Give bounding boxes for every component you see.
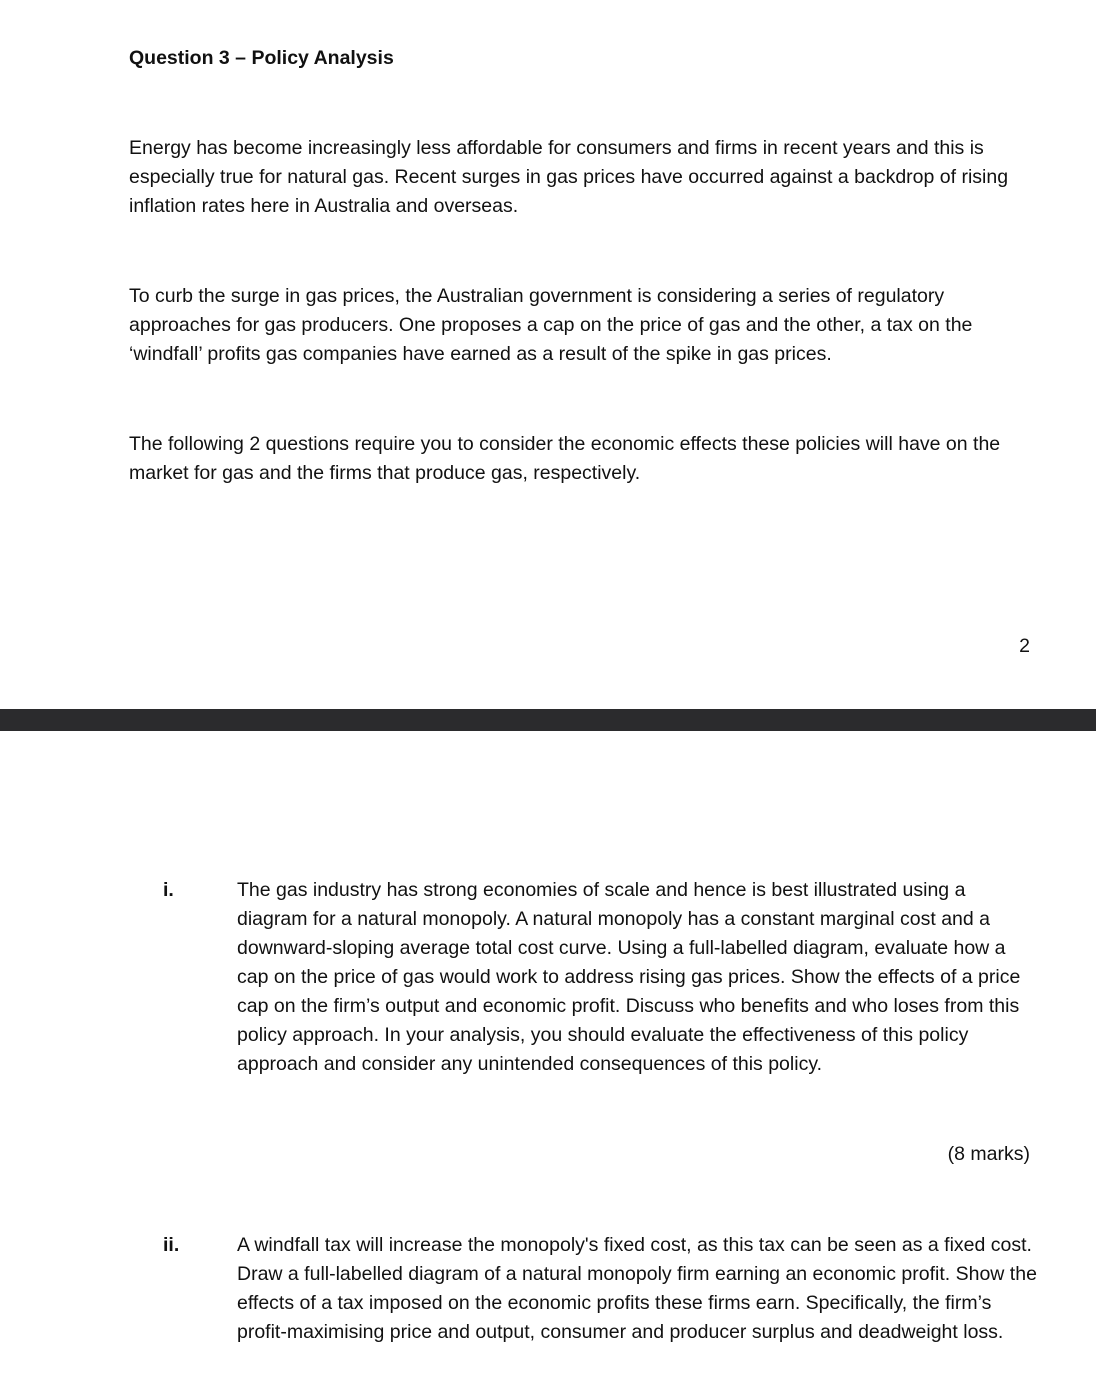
page-divider: [0, 709, 1096, 731]
question-ii-text: A windfall tax will increase the monopoly's fixed cost, as this tax can be seen as a fixed cost. Draw a full-labelled diagram of a natural monopoly firm earning an economic profit. Show the effects of a tax imposed on the economic profits these firms earn. Specifically, the firm’s profit-maximising price and output, consumer and producer surplus and deadweight loss.: [237, 1234, 1037, 1343]
intro-paragraph-3: The following 2 questions require you to consider the economic effects these policies will have on the market for gas and the firms that produce gas, respectively.: [129, 433, 1001, 484]
intro-paragraph-1: Energy has become increasingly less affordable for consumers and firms in recent years and this is especially true for natural gas. Recent surges in gas prices have occurred against a backdrop of rising inflation rates here in Australia and overseas.: [129, 137, 1009, 217]
question-i-text: The gas industry has strong economies of scale and hence is best illustrated using a diagram for a natural monopoly. A natural monopoly has a constant marginal cost and a downward-sloping average total cost curve. Using a full-labelled diagram, evaluate how a cap on the price of gas would work to address rising gas prices. Show the effects of a price cap on the firm’s output and economic profit. Discuss who benefits and who loses from this policy approach. In your analysis, you should evaluate the effectiveness of this policy approach and consider any unintended consequences of this policy.: [237, 879, 1021, 1075]
question-heading: Question 3 – Policy Analysis: [129, 47, 394, 69]
question-ii-number: ii.: [163, 1234, 180, 1256]
question-i-number: i.: [163, 879, 174, 901]
question-i-marks: (8 marks): [947, 1143, 1030, 1165]
intro-paragraph-2: To curb the surge in gas prices, the Australian government is considering a series of regulatory approaches for gas producers. One proposes a cap on the price of gas and the other, a tax on the ‘windfall’ profits gas companies have earned as a result of the spike in gas prices.: [129, 285, 973, 365]
page-number: 2: [1019, 635, 1030, 657]
